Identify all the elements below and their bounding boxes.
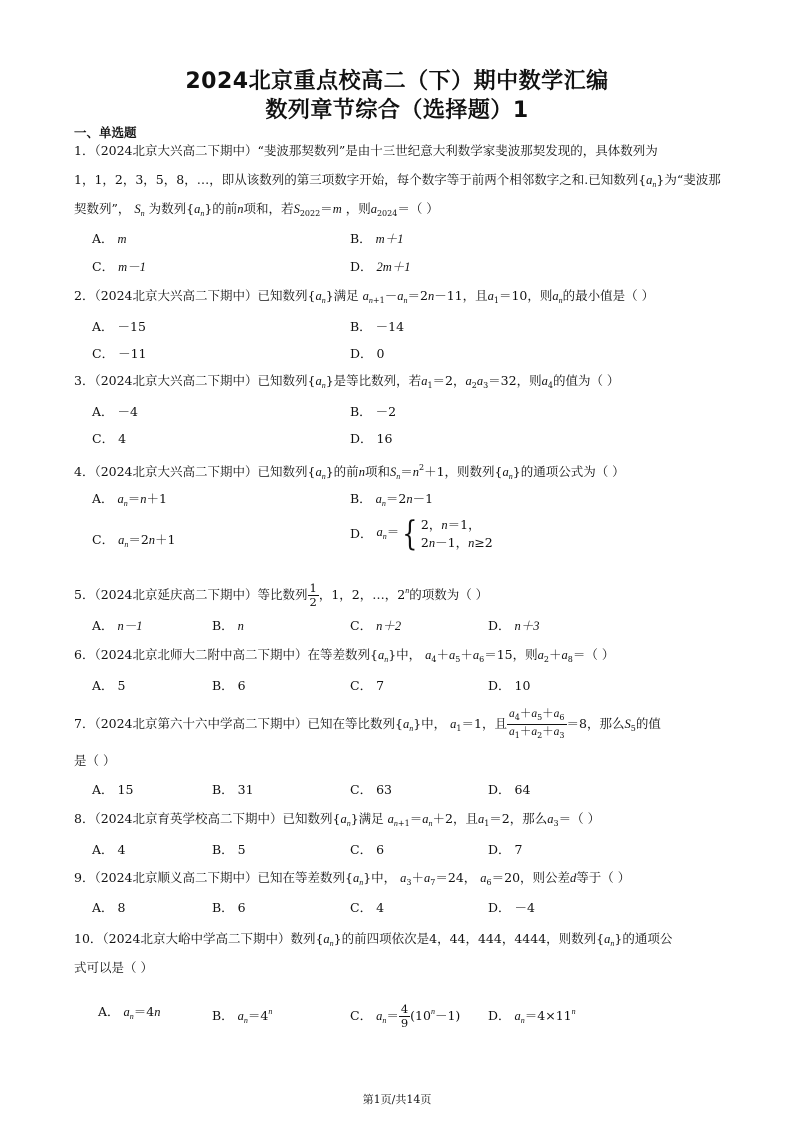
question-9-option-c[interactable]: C． 4 xyxy=(350,900,385,915)
question-2-option-b[interactable]: B． －14 xyxy=(350,319,405,334)
question-6-option-c[interactable]: C． 7 xyxy=(350,678,385,693)
question-5-option-c[interactable]: C． n＋2 xyxy=(350,618,402,633)
question-9-option-d[interactable]: D． －4 xyxy=(488,900,535,915)
page-subtitle: 数列章节综合（选择题）1 xyxy=(265,98,529,123)
question-8-option-a[interactable]: A． 4 xyxy=(92,842,126,857)
question-9-text: 9．（2024北京顺义高二下期中）已知在等差数列$\{a_n\}$中， $a_3+a_7=24$， $a_6=20$，则公差d等于（ ） xyxy=(74,870,631,887)
question-3-text: 3．（2024北京大兴高二下期中）已知数列$\{a_n\}$是等比数列，若$a_1=2$，$a_2a_3=32$，则$a_4$的值为（ ） xyxy=(74,373,620,390)
question-1-option-d[interactable]: D． 2m＋1 xyxy=(350,259,411,274)
question-5-text: 5．（2024北京延庆高二下期中）等比数列 $\frac{1}{2}$ ，1，2，…，2$^n$的项数为（ ） xyxy=(74,581,489,609)
question-4-text: 4．（2024北京大兴高二下期中）已知数列$\{a_n\}$的前n项和$S_n=n^2+1$，则数列$\{a_n\}$的通项公式为（ ） xyxy=(74,463,625,481)
question-7-option-c[interactable]: C． 63 xyxy=(350,782,392,797)
question-7-option-d[interactable]: D． 64 xyxy=(488,782,531,797)
question-2-option-a[interactable]: A． －15 xyxy=(92,319,146,334)
question-4-option-b[interactable]: B． $a_n=2n-1$ xyxy=(350,491,434,508)
question-8-option-b[interactable]: B． 5 xyxy=(212,842,246,857)
question-3-option-b[interactable]: B． －2 xyxy=(350,404,397,419)
question-10-option-d[interactable]: D． $a_n=4\times 11^n$ xyxy=(488,1007,576,1025)
question-4-option-d[interactable]: D． $a_n=${ 2，n＝1， 2n－1，n≥2 xyxy=(350,514,493,554)
question-2-text: 2．（2024北京大兴高二下期中）已知数列$\{a_n\}$满足 $a_{n+1}-a_n=2n-11$，且$a_1=10$，则$a_n$的最小值是（ ） xyxy=(74,288,655,305)
question-3-option-a[interactable]: A． －4 xyxy=(92,404,138,419)
question-5-option-a[interactable]: A． n－1 xyxy=(92,618,143,633)
page-title: 2024北京重点校高二（下）期中数学汇编 xyxy=(185,69,609,94)
question-1-text-line2: 1，1，2，3，5，8，…，即从该数列的第三项数字开始，每个数字等于前两个相邻数字之和.已知数列$\{a_n\}$为“斐波那 xyxy=(74,172,721,189)
question-6-option-b[interactable]: B． 6 xyxy=(212,678,246,693)
question-1-option-b[interactable]: B． m＋1 xyxy=(350,231,404,246)
question-5-option-b[interactable]: B． n xyxy=(212,618,244,633)
question-4-option-c[interactable]: C． $a_n=2n+1$ xyxy=(92,532,176,549)
page-number-footer: 第1页/共14页 xyxy=(362,1093,432,1106)
question-10-option-a[interactable]: A． $a_n=4n$ xyxy=(98,1004,161,1021)
question-9-option-b[interactable]: B． 6 xyxy=(212,900,246,915)
question-7-text: 7．（2024北京第六十六中学高二下期中）已知在等比数列$\{a_n\}$中， $a_1=1$，且 $\frac{a_4+a_5+a_6}{a_1+a_2+a_3}$ ＝8，那么$S_5$的值 xyxy=(74,706,661,740)
question-1-text-line3: 契数列”， $S_n$ 为数列$\{a_n\}$的前n项和，若$S_{2022}=m$ ，则$a_{2024}=$（ ） xyxy=(74,201,439,218)
question-2-option-c[interactable]: C． －11 xyxy=(92,346,147,361)
question-1-option-a[interactable]: A． m xyxy=(92,231,127,246)
question-2-option-d[interactable]: D． 0 xyxy=(350,346,385,361)
question-10-text: 10．（2024北京大峪中学高二下期中）数列$\{a_n\}$的前四项依次是4，44，444，4444，则数列$\{a_n\}$的通项公 xyxy=(74,931,673,948)
question-3-option-d[interactable]: D． 16 xyxy=(350,431,393,446)
section-heading: 一、单选题 xyxy=(74,125,137,140)
question-1-option-c[interactable]: C． m－1 xyxy=(92,259,146,274)
question-6-option-a[interactable]: A． 5 xyxy=(92,678,126,693)
question-8-text: 8．（2024北京育英学校高二下期中）已知数列$\{a_n\}$满足 $a_{n+1}=a_n+2$，且$a_1=2$，那么$a_3=$（ ） xyxy=(74,811,601,828)
question-1-text: 1．（2024北京大兴高二下期中）“斐波那契数列”是由十三世纪意大利数学家斐波那契发现的，具体数列为 xyxy=(74,143,658,158)
question-7-option-a[interactable]: A． 15 xyxy=(92,782,134,797)
question-6-text: 6．（2024北京北师大二附中高二下期中）在等差数列$\{a_n\}$中， $a_4+a_5+a_6=15$，则$a_2+a_8=$（ ） xyxy=(74,647,615,664)
question-7-option-b[interactable]: B． 31 xyxy=(212,782,254,797)
question-5-option-d[interactable]: D． n＋3 xyxy=(488,618,540,633)
question-10-text-line2: 式可以是（ ） xyxy=(74,960,153,975)
question-6-option-d[interactable]: D． 10 xyxy=(488,678,531,693)
question-3-option-c[interactable]: C． 4 xyxy=(92,431,127,446)
question-7-text-line2: 是（ ） xyxy=(74,753,116,768)
question-8-option-c[interactable]: C． 6 xyxy=(350,842,385,857)
question-4-option-a[interactable]: A． $a_n=n+1$ xyxy=(92,491,167,508)
question-10-option-b[interactable]: B． $a_n=4^n$ xyxy=(212,1007,273,1025)
question-9-option-a[interactable]: A． 8 xyxy=(92,900,126,915)
question-10-option-c[interactable]: C． $a_n=$ $\frac{4}{9}$ $(10^n-1)$ xyxy=(350,1002,461,1030)
question-8-option-d[interactable]: D． 7 xyxy=(488,842,523,857)
